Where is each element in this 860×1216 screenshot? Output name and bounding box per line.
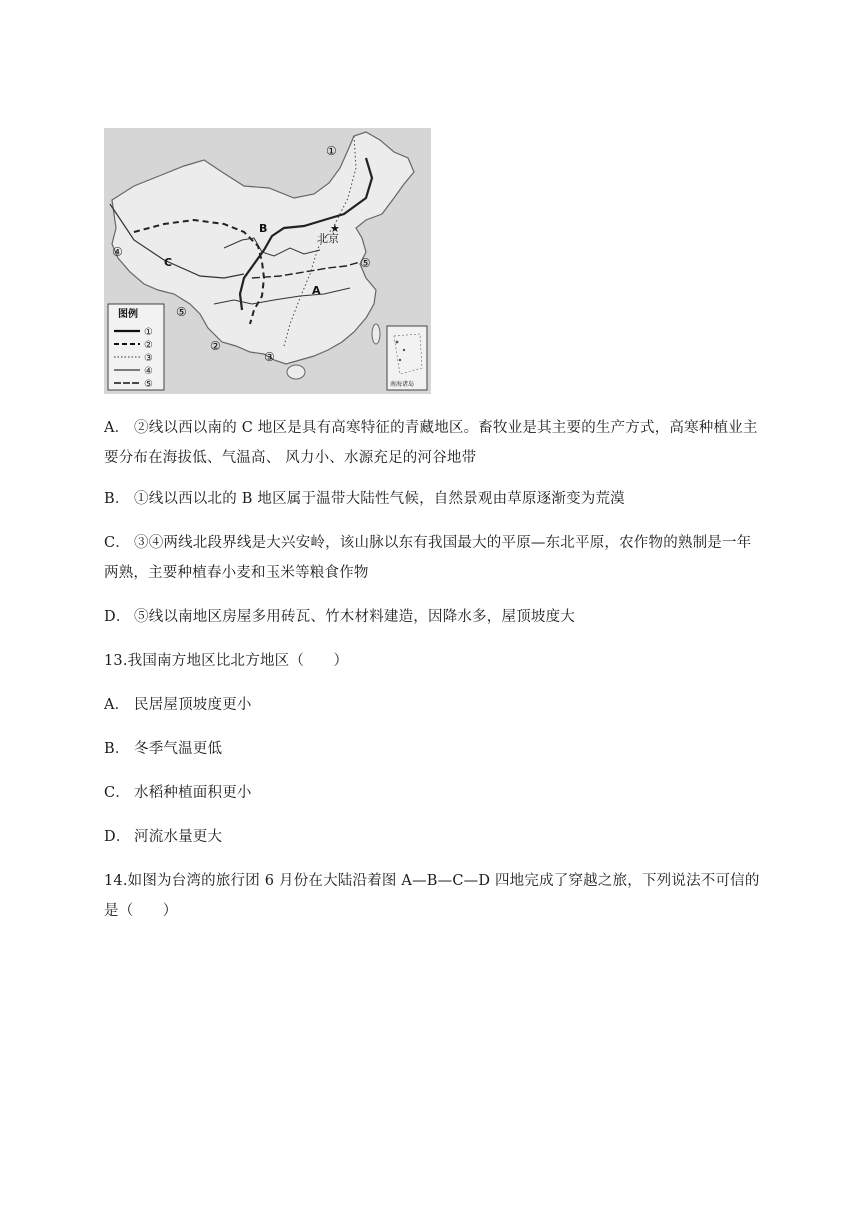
legend-item-2: ② bbox=[144, 340, 153, 351]
legend-item-4: ④ bbox=[144, 366, 153, 377]
label-line3: ③ bbox=[264, 350, 275, 364]
map-legend bbox=[108, 304, 164, 390]
legend-item-3: ③ bbox=[144, 353, 153, 364]
q12-option-d bbox=[104, 602, 760, 632]
q13-option-b-text: 冬季气温更低 bbox=[134, 741, 223, 757]
q13-option-c-text: 水稻种植面积更小 bbox=[134, 785, 252, 801]
q13-option-a-text: 民居屋顶坡度更小 bbox=[134, 697, 252, 713]
label-line2: ② bbox=[210, 339, 221, 353]
q12-option-a-text: ②线以西以南的 C 地区是具有高寒特征的青藏地区。畜牧业是其主要的生产方式，高寒种植业主要分布在海拔低、气温高、 风力小、水源充足的河谷地带 bbox=[104, 420, 758, 466]
hainan-island bbox=[287, 365, 305, 379]
label-line4: ④ bbox=[112, 245, 123, 259]
q12-option-d-letter: D． bbox=[104, 609, 131, 625]
q13-stem: 13.我国南方地区比北方地区（ ） bbox=[104, 653, 349, 669]
taiwan-island bbox=[372, 324, 380, 344]
label-region-a: A bbox=[312, 284, 321, 297]
inset-caption: 南海诸岛 bbox=[390, 381, 415, 388]
q14-stem: 14.如图为台湾的旅行团 6 月份在大陆沿着图 A—B—C—D 四地完成了穿越之旅，下列说法不可信的是（ ） bbox=[104, 873, 760, 919]
q13-option-d-letter: D． bbox=[104, 829, 131, 845]
q13-option-a-letter: A． bbox=[104, 697, 130, 713]
q13-option-d-text: 河流水量更大 bbox=[134, 829, 223, 845]
q12-option-c-letter: C． bbox=[104, 535, 130, 551]
legend-item-5: ⑤ bbox=[144, 379, 153, 390]
legend-title: 图例 bbox=[118, 309, 138, 320]
label-beijing: 北京 bbox=[317, 232, 339, 245]
q12-option-c-text: ③④两线北段界线是大兴安岭，该山脉以东有我国最大的平原—东北平原，农作物的熟制是一年两熟，主要种植春小麦和玉米等粮食作物 bbox=[104, 535, 752, 581]
q13-option-b-letter: B． bbox=[104, 741, 130, 757]
beijing-star-icon: ★ bbox=[330, 222, 340, 235]
label-line5-east: ⑤ bbox=[360, 256, 371, 270]
q12-option-b-letter: B． bbox=[104, 491, 130, 507]
south-china-sea-inset bbox=[387, 326, 427, 390]
label-line1: ① bbox=[326, 144, 337, 158]
china-regions-map bbox=[104, 128, 431, 394]
q13-option-d bbox=[104, 822, 760, 852]
q13-option-a bbox=[104, 690, 760, 720]
label-region-b: B bbox=[259, 222, 268, 235]
q12-option-b bbox=[104, 484, 760, 514]
q12-option-b-text: ①线以西以北的 B 地区属于温带大陆性气候，自然景观由草原逐渐变为荒漠 bbox=[134, 491, 625, 507]
q12-option-a-letter: A． bbox=[104, 420, 130, 436]
q12-option-a bbox=[104, 413, 760, 473]
q12-option-d-text: ⑤线以南地区房屋多用砖瓦、竹木材料建造，因降水多，屋顶坡度大 bbox=[134, 609, 575, 625]
q12-option-c bbox=[104, 528, 760, 588]
legend-item-1: ① bbox=[144, 327, 153, 338]
q13-option-c-letter: C． bbox=[104, 785, 130, 801]
q13-option-c bbox=[104, 778, 760, 808]
q13-option-b bbox=[104, 734, 760, 764]
label-line5-west: ⑤ bbox=[176, 305, 187, 319]
label-region-c: C bbox=[164, 256, 173, 269]
